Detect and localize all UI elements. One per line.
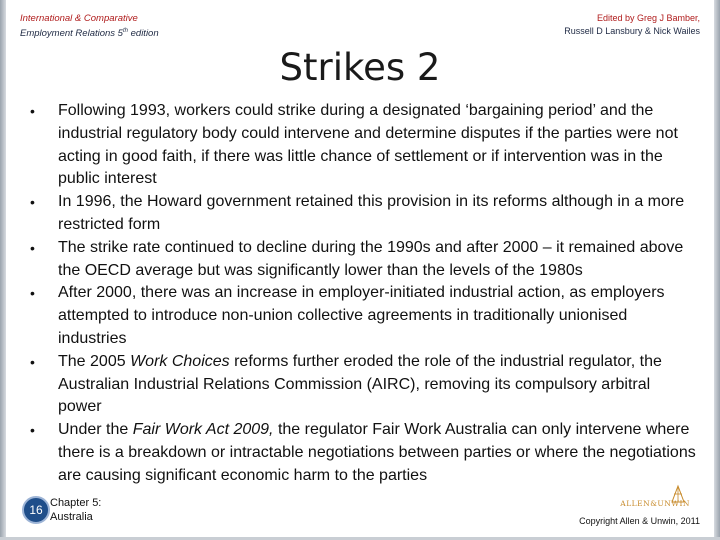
bullet-marker: •: [30, 239, 35, 256]
page-number-badge: 16: [22, 496, 50, 524]
copyright-notice: Copyright Allen & Unwin, 2011: [579, 516, 700, 526]
bullet-item-1: [26, 100, 698, 191]
chapter-label: [50, 496, 101, 524]
chapter-label-line2: Australia: [50, 511, 93, 523]
bullet-text-5-italic: Work Choices: [130, 352, 230, 370]
bullet-text-3: The strike rate continued to decline during the 1990s and after 2000 – it remained above the OECD average but was significantly lower than the levels of the 1980s: [58, 238, 684, 279]
chapter-label-line1: Chapter 5:: [50, 497, 102, 509]
bullet-marker: •: [30, 285, 35, 302]
bullet-text-2: In 1996, the Howard government retained this provision in its reforms although in a more restricted form: [58, 193, 685, 233]
editors-line1: Edited by Greg J Bamber,: [596, 13, 700, 23]
editors-line2: Russell D Lansbury & Nick Wailes: [564, 26, 700, 36]
bullet-marker: •: [30, 194, 35, 211]
bullet-text-5-pre: The 2005: [58, 352, 131, 370]
bullet-text-6-italic: Fair Work Act 2009,: [132, 421, 274, 439]
bullet-marker: •: [30, 103, 35, 119]
bullet-item-3: [26, 237, 698, 283]
publisher-logo-text: ALLEN&UNWIN: [620, 499, 690, 508]
bullet-item-2: [26, 191, 698, 237]
book-title-line2-suffix: edition: [127, 28, 159, 40]
bullet-marker: •: [30, 353, 35, 370]
bullet-text-5-post: reforms further eroded the role of the industrial regulator, the Australian Industrial Relations Commission (AIRC), removing its compulsory arbitral power: [58, 352, 662, 416]
bullet-text-6-pre: Under the: [58, 421, 133, 439]
editors-header: [440, 12, 700, 38]
bullet-item-4: [26, 282, 698, 350]
bullet-list: [26, 100, 698, 488]
bullet-text-6-post: the regulator Fair Work Australia can only intervene where there is a breakdown or intractable negotiations between parties or where the negotiations are causing significant economic harm to the parties: [58, 421, 696, 484]
book-title-line1: International & Comparative: [20, 13, 138, 24]
bullet-text-1: Following 1993, workers could strike during a designated ‘bargaining period’ and the industrial regulatory body could intervene and determine disputes if the parties were not acting in good faith, if there was little chance of settlement or if intervention was in the public interest: [58, 102, 678, 188]
book-title-line2: [20, 25, 280, 40]
bullet-marker: •: [30, 422, 35, 439]
book-title-line2-text: Employment Relations 5: [20, 28, 123, 40]
bullet-item-5: [26, 351, 698, 419]
bullet-text-4: After 2000, there was an increase in employer-initiated industrial action, as employers attempted to introduce non-union collective agreements in traditionally unionised industries: [58, 284, 665, 347]
book-title-header: [20, 12, 280, 40]
edition-superscript: th: [122, 28, 128, 34]
bullet-item-6: [26, 419, 698, 487]
slide-title: Strikes 2: [279, 46, 441, 89]
